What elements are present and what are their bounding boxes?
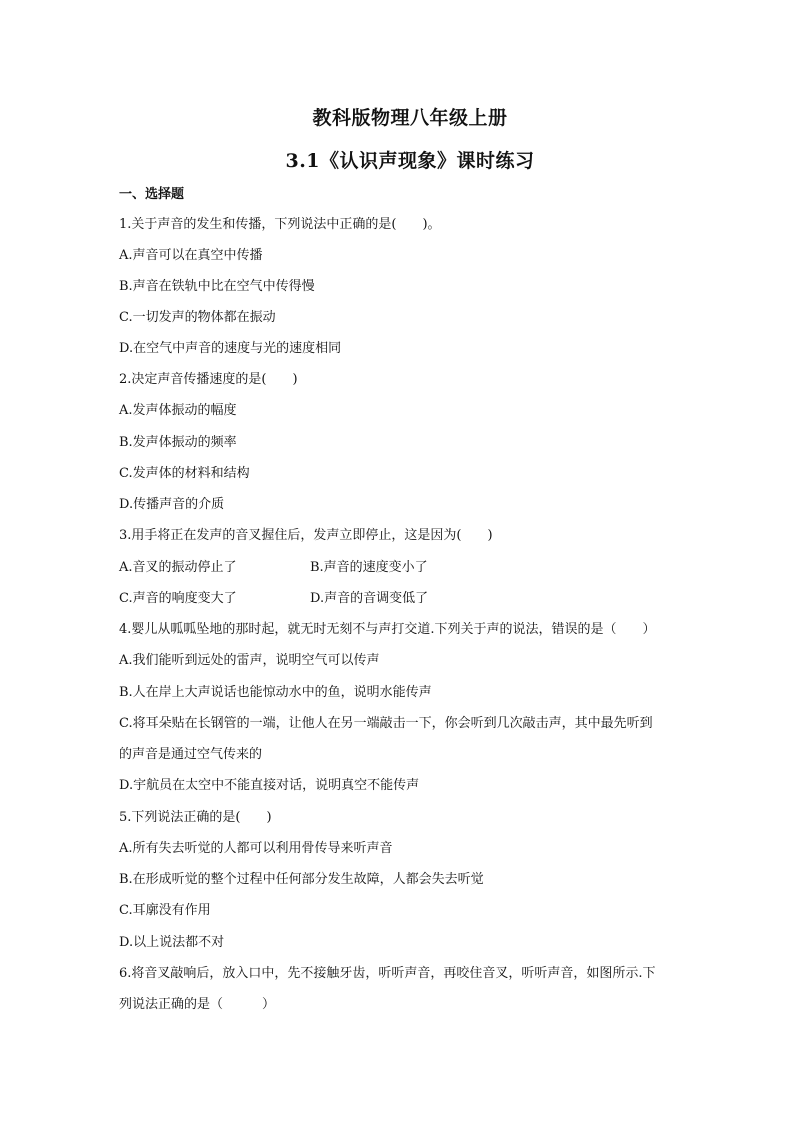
option-3d: D.声音的音调变低了 [310, 591, 429, 606]
option-1b: B.声音在铁轨中比在空气中传得慢 [119, 279, 315, 294]
document-subtitle: 3.1《认识声现象》课时练习 [285, 150, 535, 172]
question-6-continued: 列说法正确的是（ ） [119, 997, 276, 1012]
option-5d: D.以上说法都不对 [119, 935, 225, 950]
question-2: 2.决定声音传播速度的是( ) [119, 372, 298, 387]
option-1c: C.一切发声的物体都在振动 [119, 310, 276, 325]
question-6: 6.将音叉敲响后，放入口中，先不接触牙齿，听听声音，再咬住音叉，听听声音，如图所示.下 [119, 966, 656, 981]
question-1: 1.关于声音的发生和传播，下列说法中正确的是( )。 [119, 217, 441, 232]
option-5a: A.所有失去听觉的人都可以利用骨传导来听声音 [119, 841, 393, 856]
option-1a: A.声音可以在真空中传播 [119, 248, 263, 263]
question-4: 4.婴儿从呱呱坠地的那时起，就无时无刻不与声打交道.下列关于声的说法，错误的是（ ） [119, 622, 656, 637]
option-1d: D.在空气中声音的速度与光的速度相同 [119, 341, 342, 356]
option-4c-continued: 的声音是通过空气传来的 [119, 747, 263, 762]
option-4d: D.宇航员在太空中不能直接对话，说明真空不能传声 [119, 778, 420, 793]
document-title: 教科版物理八年级上册 [312, 107, 508, 129]
option-2b: B.发声体振动的频率 [119, 435, 237, 450]
option-2a: A.发声体振动的幅度 [119, 403, 237, 418]
question-3: 3.用手将正在发声的音叉握住后，发声立即停止，这是因为( ) [119, 528, 493, 543]
option-4c: C.将耳朵贴在长钢管的一端，让他人在另一端敲击一下，你会听到几次敲击声，其中最先听到 [119, 716, 653, 731]
section-heading: 一、选择题 [119, 187, 185, 202]
option-4b: B.人在岸上大声说话也能惊动水中的鱼，说明水能传声 [119, 685, 432, 700]
option-3c: C.声音的响度变大了 [119, 591, 237, 606]
option-5b: B.在形成听觉的整个过程中任何部分发生故障，人都会失去听觉 [119, 872, 484, 887]
option-3b: B.声音的速度变小了 [310, 560, 428, 575]
option-3a: A.音叉的振动停止了 [119, 560, 237, 575]
option-5c: C.耳廓没有作用 [119, 903, 211, 918]
option-2d: D.传播声音的介质 [119, 497, 225, 512]
question-5: 5.下列说法正确的是( ) [119, 810, 272, 825]
option-2c: C.发声体的材料和结构 [119, 466, 250, 481]
option-4a: A.我们能听到远处的雷声，说明空气可以传声 [119, 653, 380, 668]
